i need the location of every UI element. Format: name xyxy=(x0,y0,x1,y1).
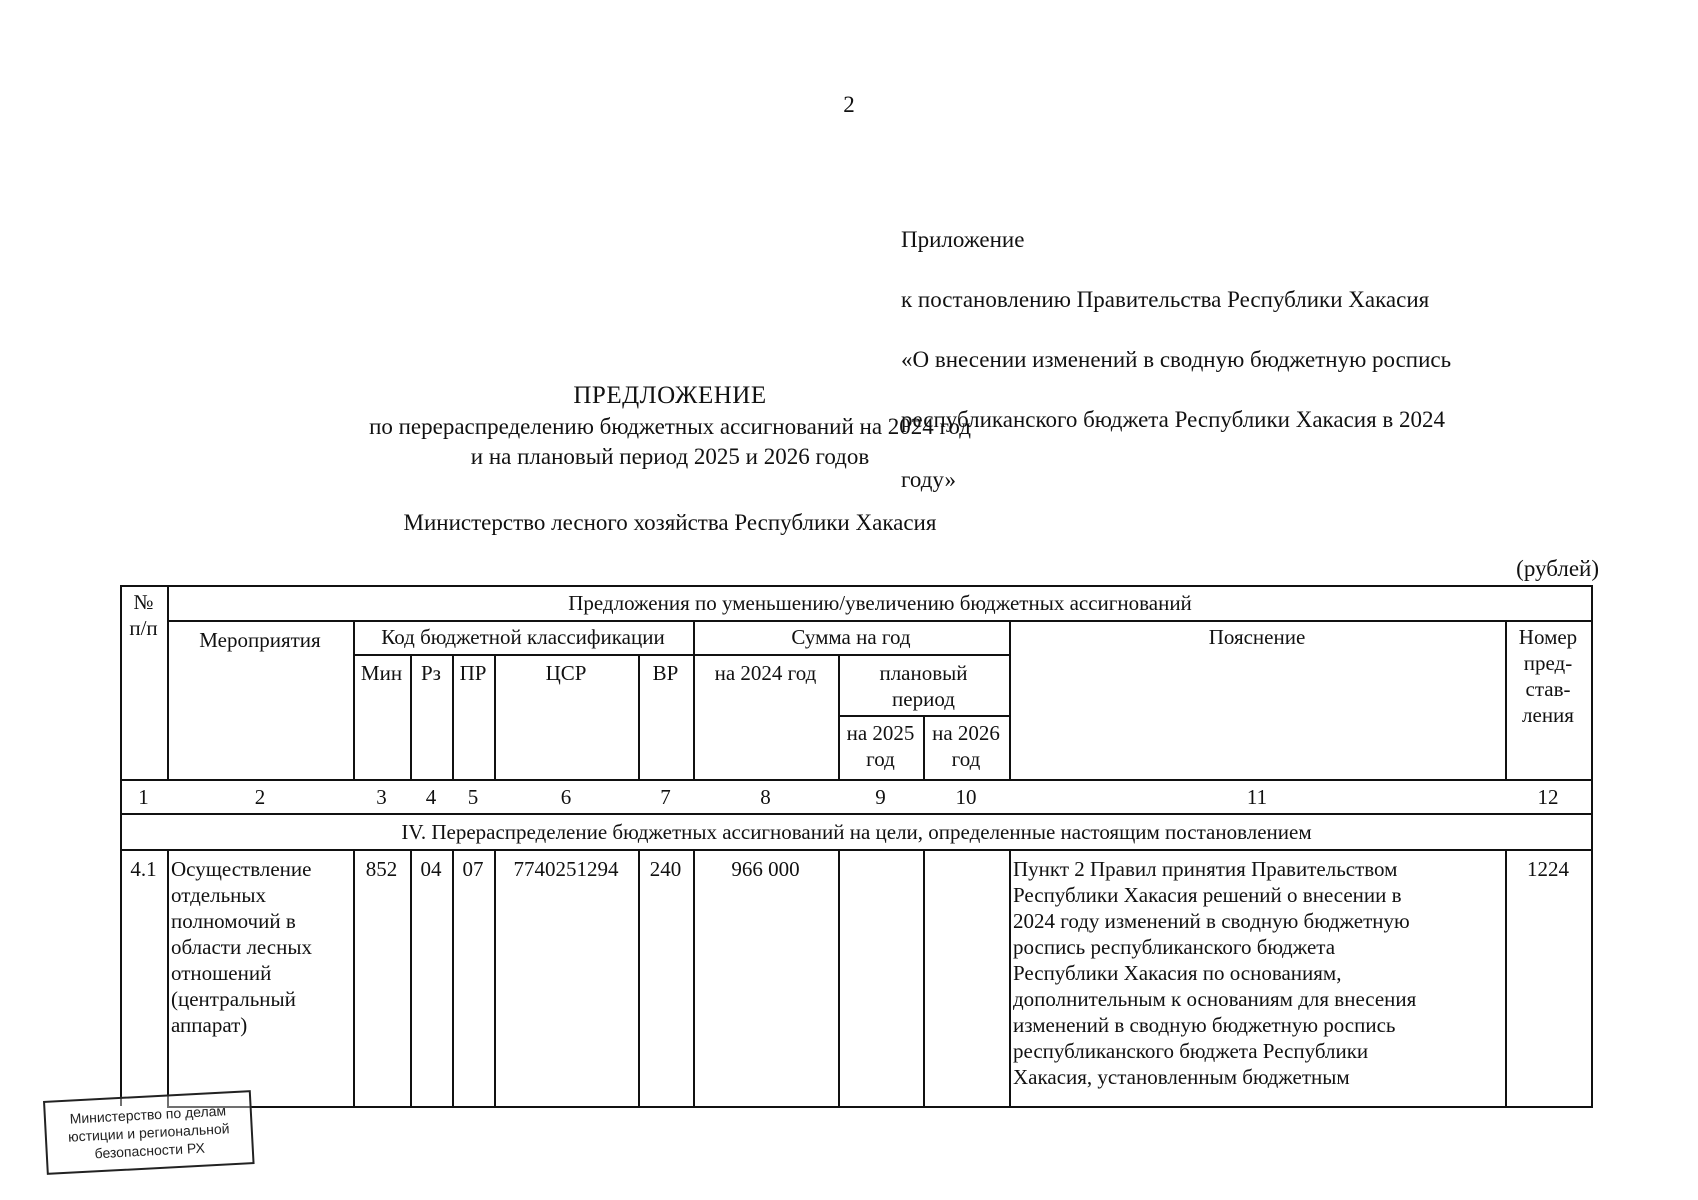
row-measure-line: отдельных xyxy=(171,883,267,907)
column-number: 4 xyxy=(425,785,437,809)
annex-line: Приложение xyxy=(901,227,1025,252)
table-rule xyxy=(494,849,496,1108)
header-vr: ВР xyxy=(652,661,679,685)
stamp-line: юстиции и региональной xyxy=(67,1120,230,1145)
row-rz: 04 xyxy=(420,857,442,881)
annex-block xyxy=(901,195,1451,525)
row-explanation-line: дополнительным к основаниям для внесения xyxy=(1013,987,1417,1011)
header-planned-line: период xyxy=(892,687,955,711)
section-title: IV. Перераспределение бюджетных ассигнований на цели, определенные настоящим постановлением xyxy=(401,820,1312,844)
row-measure-line: отношений xyxy=(171,961,272,985)
column-number: 12 xyxy=(1537,785,1559,809)
row-explanation-line: Хакасия, установленным бюджетным xyxy=(1013,1065,1350,1089)
row-explanation-line: республиканского бюджета Республики xyxy=(1013,1039,1369,1063)
column-number: 6 xyxy=(560,785,572,809)
column-number: 8 xyxy=(760,785,771,809)
row-measure-line: полномочий в xyxy=(171,909,296,933)
row-vr: 240 xyxy=(649,857,682,881)
units-label: (рублей) xyxy=(1516,556,1599,581)
row-explanation-line: Республики Хакасия решений о внесении в xyxy=(1013,883,1402,907)
header-classification: Код бюджетной классификации xyxy=(381,625,665,649)
header-planned-period xyxy=(838,660,1009,712)
header-csr: ЦСР xyxy=(545,661,587,685)
column-number: 7 xyxy=(660,785,671,809)
annex-line: республиканского бюджета Республики Хакасия в 2024 xyxy=(901,407,1446,432)
table-rule xyxy=(1505,849,1507,1108)
header-submission-number xyxy=(1505,624,1591,728)
row-min: 852 xyxy=(365,857,398,881)
header-explanation: Пояснение xyxy=(1208,625,1306,649)
annex-line: к постановлению Правительства Республики Хакасия xyxy=(901,287,1430,312)
table-rule xyxy=(410,849,412,1108)
header-year-2026 xyxy=(923,720,1009,772)
header-year-2025-line: на 2025 xyxy=(846,721,915,745)
header-submission-line: став- xyxy=(1525,677,1571,701)
header-year-2024: на 2024 год xyxy=(714,661,817,685)
row-submission-number: 1224 xyxy=(1527,857,1569,881)
column-number: 10 xyxy=(955,785,977,809)
header-year-2026-line: год xyxy=(951,747,981,771)
ministry-name: Министерство лесного хозяйства Республики Хакасия xyxy=(403,510,937,535)
header-year-2025 xyxy=(838,720,923,772)
annex-line: «О внесении изменений в сводную бюджетную роспись xyxy=(901,347,1452,372)
row-explanation-line: изменений в сводную бюджетную роспись xyxy=(1013,1013,1396,1037)
row-explanation xyxy=(1011,856,1505,1090)
row-sum-2024: 966 000 xyxy=(731,857,800,881)
row-csr: 7740251294 xyxy=(513,857,619,881)
table-rule xyxy=(120,849,1593,851)
table-rule xyxy=(452,849,454,1108)
table-rule xyxy=(923,849,925,1108)
row-measure xyxy=(169,856,353,1038)
header-min: Мин xyxy=(360,661,403,685)
header-year-2026-line: на 2026 xyxy=(932,721,1000,745)
table-rule xyxy=(693,849,695,1108)
row-measure-line: аппарат) xyxy=(171,1013,248,1037)
row-measure-line: (центральный xyxy=(171,987,296,1011)
stamp-line: безопасности РХ xyxy=(94,1139,206,1162)
table-border-top xyxy=(120,585,1593,587)
row-measure-line: Осуществление xyxy=(171,857,312,881)
header-num-line: № xyxy=(133,590,154,614)
table-border-bottom xyxy=(167,1106,1593,1108)
header-rz: Рз xyxy=(421,661,441,685)
column-number: 5 xyxy=(467,785,479,809)
header-submission-line: пред- xyxy=(1523,651,1573,675)
row-pr: 07 xyxy=(462,857,484,881)
header-pr: ПР xyxy=(459,661,487,685)
column-number: 3 xyxy=(376,785,387,809)
table-rule xyxy=(638,849,640,1108)
table-rule xyxy=(353,849,355,1108)
column-number: 9 xyxy=(875,785,886,809)
row-explanation-line: 2024 году изменений в сводную бюджетную xyxy=(1013,909,1410,933)
column-number: 11 xyxy=(1246,785,1268,809)
table-rule xyxy=(838,849,840,1108)
header-measures: Мероприятия xyxy=(199,628,321,652)
header-sum: Сумма на год xyxy=(791,625,911,649)
header-group-title: Предложения по уменьшению/увеличению бюджетных ассигнований xyxy=(568,591,1192,615)
column-number: 1 xyxy=(138,785,149,809)
registration-stamp xyxy=(43,1090,255,1175)
annex-line: году» xyxy=(901,467,956,492)
document-subtitle: и на плановый период 2025 и 2026 годов xyxy=(470,444,870,469)
header-submission-line: Номер xyxy=(1518,625,1578,649)
stamp-line: Министерство по делам xyxy=(69,1102,227,1127)
document-title: ПРЕДЛОЖЕНИЕ xyxy=(573,382,767,409)
row-explanation-line: Республики Хакасия по основаниям, xyxy=(1013,961,1342,985)
header-num xyxy=(120,589,167,641)
header-submission-line: ления xyxy=(1522,703,1574,727)
row-num: 4.1 xyxy=(130,857,157,881)
row-measure-line: области лесных xyxy=(171,935,312,959)
column-number: 2 xyxy=(254,785,266,809)
header-num-line: п/п xyxy=(129,616,158,640)
page-number: 2 xyxy=(843,92,855,117)
row-explanation-line: роспись республиканского бюджета xyxy=(1013,935,1336,959)
header-planned-line: плановый xyxy=(879,661,968,685)
row-explanation-line: Пункт 2 Правил принятия Правительством xyxy=(1013,857,1398,881)
header-year-2025-line: год xyxy=(866,747,895,771)
document-subtitle: по перераспределению бюджетных ассигнований на 2024 год xyxy=(369,414,971,439)
table-rule xyxy=(167,620,1593,622)
